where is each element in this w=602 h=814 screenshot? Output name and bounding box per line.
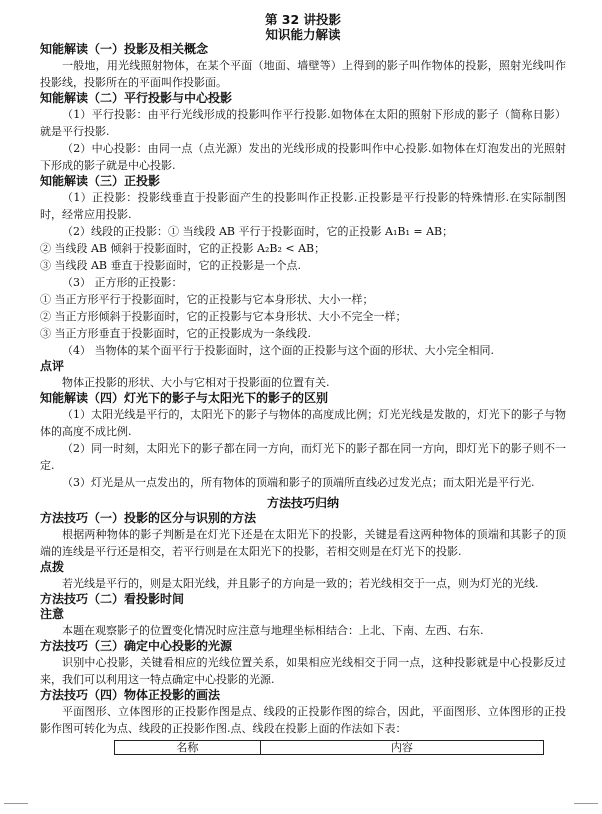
heading-k2: 知能解读（二）平行投影与中心投影 [40,91,233,105]
page-corner-mark-right [574,803,598,804]
heading-m4: 方法技巧（四）物体正投影的画法 [40,688,221,702]
section-title-methods: 方法技巧归纳 [266,496,339,510]
paragraph-k3-3: ② 当线段 AB 倾斜于投影面时，它的正投影 A₂B₂ < AB； [40,242,326,255]
page-subtitle: 知识能力解读 [265,27,341,42]
paragraph-k1-1: 一般地，用光线照射物体，在某个平面（地面、墙壁等）上得到的影子叫作物体的投影，照射光线叫作投影线，投影所在的平面叫作投影面。 [40,59,566,89]
heading-m1: 方法技巧（一）投影的区分与识别的方法 [40,511,257,525]
paragraph-m3-1: 识别中心投影，关键看相应的光线位置关系，如果相应光线相交于同一点，这种投影就是中心投影反过来，我们可以利用这一特点确定中心投影的光源. [40,656,566,686]
heading-zhuyi: 注意 [40,607,65,621]
paragraph-k3-1: （1）正投影：投影线垂直于投影面产生的投影叫作正投影.正投影是平行投影的特殊情形.在实际制图时，经常应用投影. [40,191,566,221]
document-content [40,12,566,755]
paragraph-k4-1: （1）太阳光线是平行的，太阳光下的影子与物体的高度成比例；灯光光线是发散的，灯光下的影子与物体的高度不成比例. [40,408,566,438]
paragraph-k4-2: （2）同一时刻，太阳光下的影子都在同一方向，而灯光下的影子都在同一方向，即灯光下的影子则不一定. [40,442,566,472]
heading-m3: 方法技巧（三）确定中心投影的光源 [40,639,233,653]
paragraph-k3-5: （3） 正方形的正投影： [62,276,183,289]
paragraph-k3-9: （4） 当物体的某个面平行于投影面时，这个面的正投影与这个面的形状、大小完全相同. [62,344,494,357]
paragraph-k4-3: （3）灯光是从一点发出的，所有物体的顶端和影子的顶端所直线必过发光点；而太阳光是平行光. [62,476,535,489]
paragraph-k2-1: （1）平行投影：由平行光线形成的投影叫作平行投影.如物体在太阳的照射下形成的影子（简称日影）就是平行投影. [40,108,566,138]
paragraph-k3-8: ③ 当正方形垂直于投影面时，它的正投影成为一条线段. [40,327,311,340]
paragraph-k3-6: ① 当正方形平行于投影面时，它的正投影与它本身形状、大小一样； [40,293,374,306]
heading-m2: 方法技巧（二）看投影时间 [40,592,185,606]
heading-dianbo: 点拨 [40,560,65,574]
paragraph-k2-2: （2）中心投影：由同一点（点光源）发出的光线形成的投影叫作中心投影.如物体在灯泡发出的光照射下形成的影子就是中心投影. [40,142,566,172]
table-header-content: 内容 [260,741,543,755]
heading-k4: 知能解读（四）灯光下的影子与太阳光下的影子的区别 [40,391,329,405]
heading-k3: 知能解读（三）正投影 [40,174,161,188]
table-header-row [115,741,544,755]
paragraph-k3-2: （2）线段的正投影：① 当线段 AB 平行于投影面时，它的正投影 A₁B₁ = AB； [62,225,454,238]
paragraph-k3-4: ③ 当线段 AB 垂直于投影面时，它的正投影是一个点. [40,259,302,272]
paragraph-dianbo-1: 若光线是平行的，则是太阳光线，并且影子的方向是一致的；若光线相交于一点，则为灯光的光线. [62,577,539,590]
paragraph-m4-1: 平面图形、立体图形的正投影作图是点、线段的正投影作图的综合，因此，平面图形、立体图形的正投影作图可转化为点、线段的正投影作图.点、线段在投影上面的作法如下表： [40,705,566,735]
paragraph-k3-7: ② 当正方形倾斜于投影面时，它的正投影与它本身形状、大小不完全一样； [40,310,407,323]
paragraph-m1-1: 根据两种物体的影子判断是在灯光下还是在太阳光下的投影，关键是看这两种物体的顶端和其影子的顶端的连线是平行还是相交，若平行则是在太阳光下的投影，若相交则是在灯光下的投影. [40,528,566,558]
table-header-name: 名称 [115,741,261,755]
heading-k1: 知能解读（一）投影及相关概念 [40,42,209,56]
projection-table [114,740,544,755]
page-corner-mark-left [4,803,28,804]
heading-pingdian: 点评 [40,359,65,373]
page-title: 第 32 讲投影 [264,12,342,27]
paragraph-zhuyi-1: 本题在观察影子的位置变化情况时应注意与地理坐标相结合：上北、下南、左西、右东. [62,624,484,637]
paragraph-pingdian-1: 物体正投影的形状、大小与它相对于投影面的位置有关. [62,376,330,389]
